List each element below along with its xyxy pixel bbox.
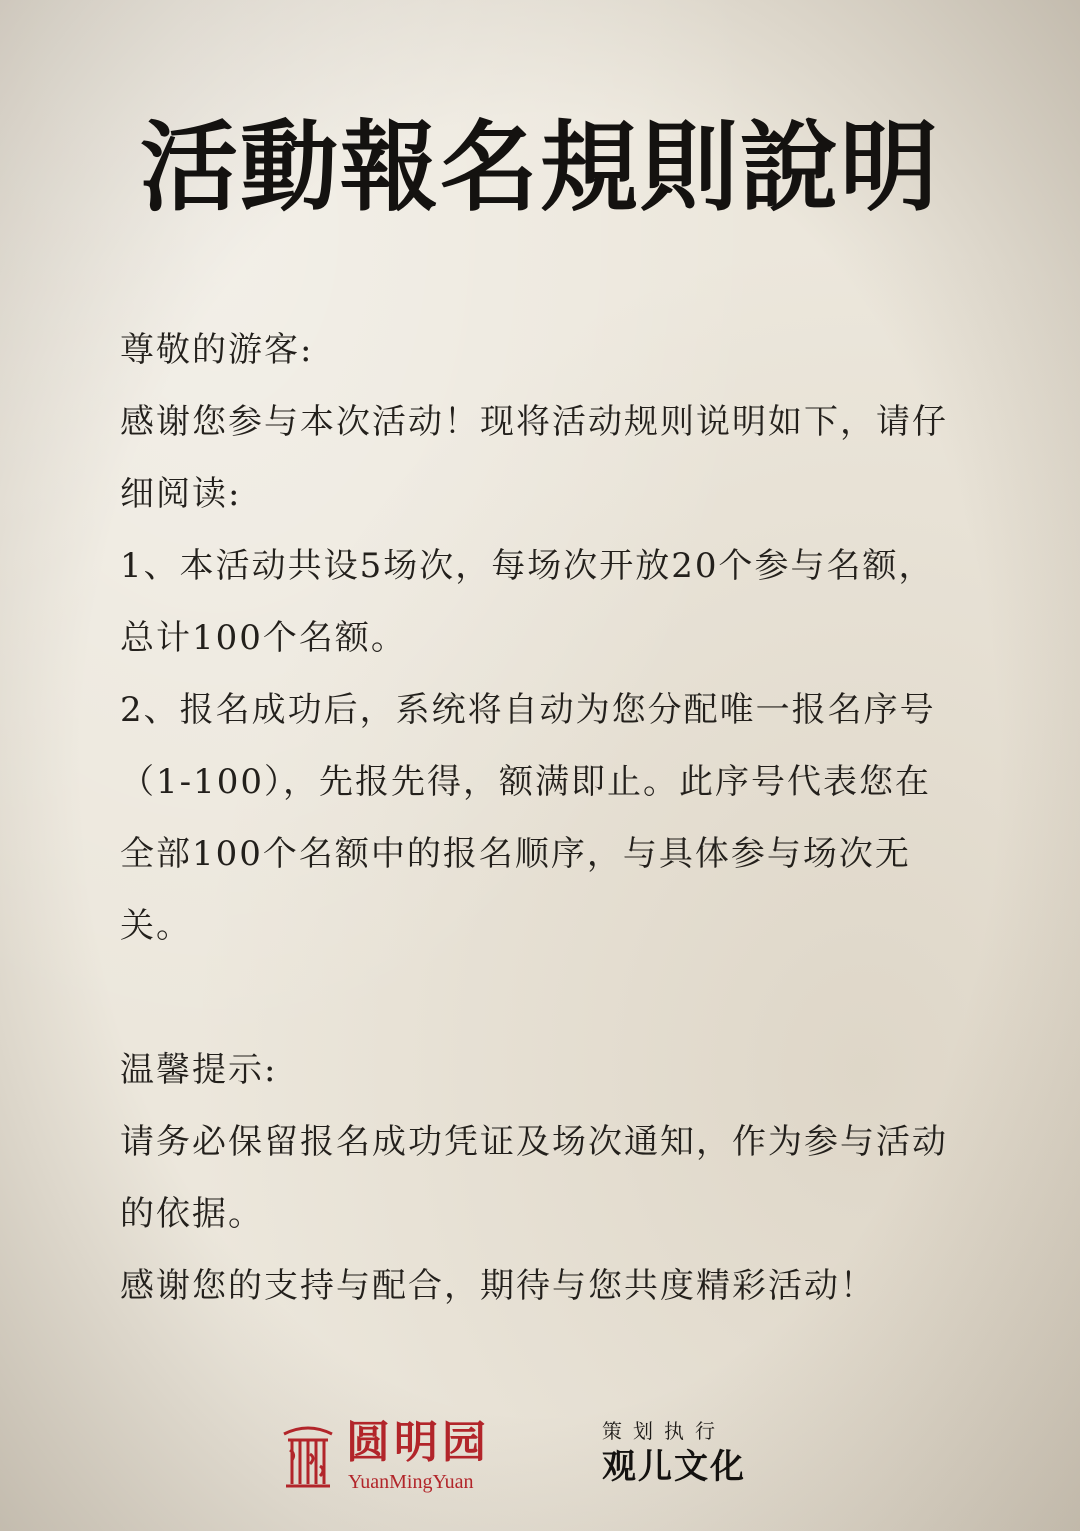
tips-heading: 温馨提示:: [120, 1050, 278, 1090]
footer: [0, 1410, 1080, 1500]
intro-paragraph: 感谢您参与本次活动！现将活动规则说明如下，请仔细阅读:: [120, 402, 948, 514]
rules-document: [120, 314, 965, 1322]
tip-item: 请务必保留报名成功凭证及场次通知，作为参与活动的依据。: [120, 1122, 948, 1234]
paragraph-gap: [120, 962, 965, 1034]
logo-chinese-text: 圆明园: [346, 1417, 490, 1468]
tip-item: 感谢您的支持与配合，期待与您共度精彩活动！: [120, 1266, 876, 1306]
page-title: 活動報名規則說明: [139, 110, 940, 225]
credit-block: [602, 1418, 802, 1490]
greeting: 尊敬的游客:: [120, 330, 314, 370]
rule-item: 2、报名成功后，系统将自动为您分配唯一报名序号（1-100），先报先得，额满即止。此序号代表您在全部100个名额中的报名顺序，与具体参与场次无关。: [120, 690, 936, 946]
yuanmingyuan-logo: [280, 1417, 495, 1500]
credit-label: 策划执行: [602, 1419, 726, 1443]
rule-item: 1、本活动共设5场次，每场次开放20个参与名额，总计100个名额。: [120, 546, 935, 658]
credit-name: 观儿文化: [602, 1447, 746, 1487]
logo-english-text: YuanMingYuan: [348, 1471, 474, 1493]
pavilion-logo-icon: [280, 1420, 336, 1490]
